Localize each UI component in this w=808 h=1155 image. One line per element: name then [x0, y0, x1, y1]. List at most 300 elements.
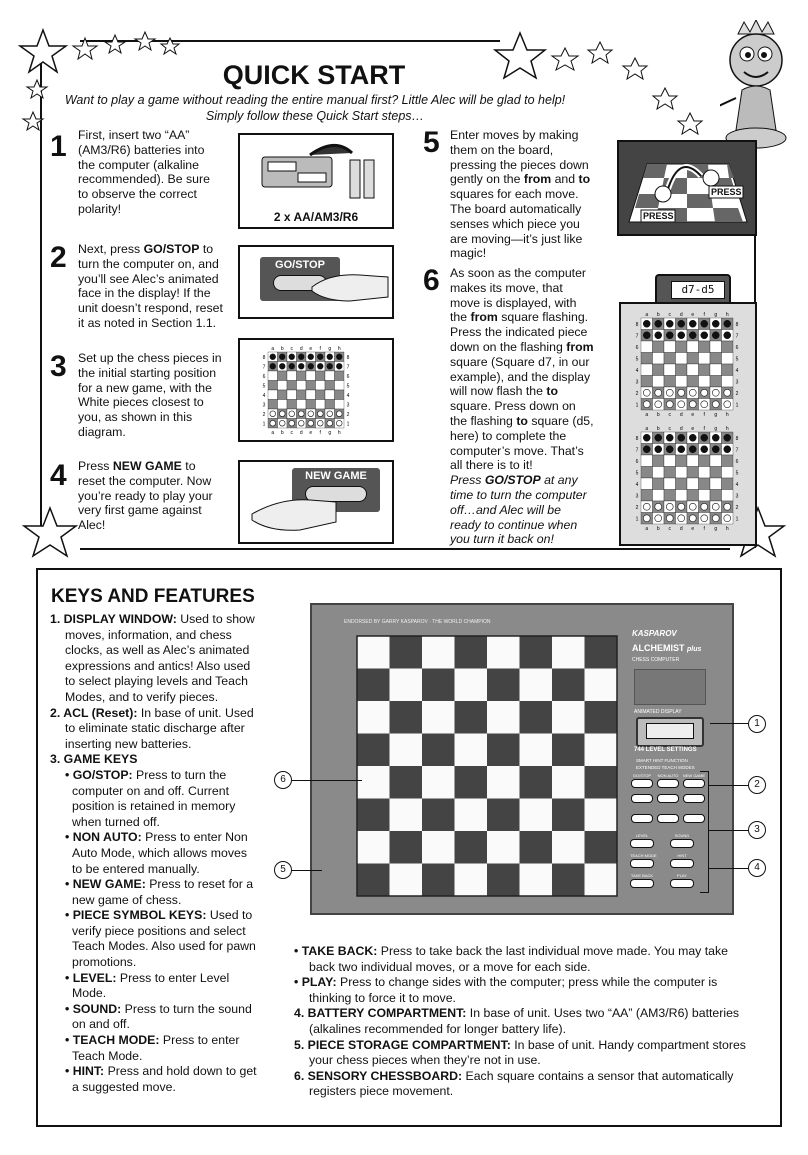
rank-label: 4 — [635, 481, 639, 488]
file-label: a — [645, 412, 649, 418]
keys-left-line: when turned off. — [72, 814, 160, 829]
chess-piece — [308, 420, 314, 426]
board-square — [710, 455, 722, 467]
file-label: d — [679, 526, 683, 532]
chess-piece — [643, 515, 650, 522]
board-square — [664, 467, 676, 479]
chess-piece — [666, 434, 673, 441]
board-square — [687, 353, 699, 365]
board-square — [664, 376, 676, 388]
callout-2: 2 — [748, 776, 766, 794]
chess-piece — [279, 420, 285, 426]
chess-piece — [701, 434, 708, 441]
chess-piece — [689, 515, 696, 522]
board-square — [664, 353, 676, 365]
chess-piece — [689, 434, 696, 441]
device-key-play[interactable]: PLAY — [670, 873, 694, 888]
chess-computer-illustration — [310, 603, 734, 915]
keys-right-line: 6. SENSORY CHESSBOARD: Each square contains a sensor that automatically — [294, 1068, 734, 1083]
rank-label: 7 — [262, 364, 266, 371]
file-label: d — [299, 346, 303, 352]
board-square — [552, 766, 585, 799]
chess-piece — [724, 446, 731, 453]
intro-line-2: Simply follow these Quick Start steps… — [205, 109, 425, 123]
board-square — [653, 490, 665, 502]
keys-left-line: Teach Modes. Also used for pawn — [72, 939, 256, 954]
device-key-sound[interactable]: SOUND — [670, 833, 694, 848]
device-key-hint[interactable]: HINT — [670, 853, 694, 868]
board-square — [710, 376, 722, 388]
chess-piece — [655, 332, 662, 339]
piece-symbol-key[interactable] — [656, 813, 680, 823]
chess-piece — [689, 320, 696, 327]
keys-left-line: • SOUND: Press to turn the sound — [65, 1001, 252, 1016]
chess-piece — [336, 411, 342, 417]
board-square — [552, 799, 585, 832]
board-square — [687, 467, 699, 479]
endorsed-text: ENDORSED BY GARRY KASPAROV · THE WORLD CHAMPION — [344, 619, 491, 625]
board-square — [390, 799, 423, 832]
device-key-go-stop[interactable]: GO/STOP — [630, 773, 654, 788]
rank-label: 3 — [735, 493, 739, 500]
board-square — [520, 734, 553, 767]
lcd-display: d7-d5 — [671, 281, 725, 299]
board-square — [585, 864, 618, 897]
rank-label: 2 — [735, 390, 739, 397]
chess-piece — [689, 389, 696, 396]
rank-label: 7 — [735, 447, 739, 454]
keys-right-line: your chess pieces when they’re not in use. — [309, 1053, 541, 1068]
chess-piece — [289, 354, 295, 360]
board-square — [335, 390, 345, 400]
board-square — [552, 864, 585, 897]
board-square — [390, 701, 423, 734]
board-square — [585, 831, 618, 864]
chess-piece — [689, 401, 696, 408]
board-square — [455, 636, 488, 669]
board-square — [699, 364, 711, 376]
board-square — [676, 376, 688, 388]
keys-left-line: Auto Mode, which allows moves — [72, 845, 247, 860]
board-square — [287, 390, 297, 400]
file-label: f — [319, 430, 321, 436]
callout-4: 4 — [748, 859, 766, 877]
hand-icon — [250, 484, 340, 534]
chess-piece — [712, 401, 719, 408]
press-illustration — [617, 140, 757, 236]
board-square — [316, 400, 326, 410]
press-label-1: PRESS — [643, 211, 674, 221]
keys-left-line: to select playing levels and Teach — [65, 674, 248, 689]
keys-left-line: • PIECE SYMBOL KEYS: Used to — [65, 908, 253, 923]
rank-label: 4 — [346, 392, 350, 399]
board-square — [278, 371, 288, 381]
keys-right-line: • TAKE BACK: Press to take back the last individual move made. You may take — [294, 944, 728, 958]
keys-left-list — [50, 612, 300, 1095]
board-square — [335, 371, 345, 381]
file-label: f — [703, 426, 705, 432]
page-title: QUICK START — [222, 60, 406, 90]
board-square — [422, 799, 455, 832]
file-label: f — [703, 412, 705, 418]
chess-piece — [317, 411, 323, 417]
board-square — [664, 478, 676, 490]
board-square — [664, 455, 676, 467]
board-square — [664, 490, 676, 502]
board-square — [699, 353, 711, 365]
chess-piece — [678, 320, 685, 327]
rank-label: 8 — [635, 321, 639, 328]
board-square — [520, 799, 553, 832]
sensory-chessboard[interactable] — [356, 635, 618, 897]
board-square — [676, 467, 688, 479]
rank-label: 3 — [635, 493, 639, 500]
chess-piece — [689, 446, 696, 453]
piece-symbol-key[interactable] — [630, 793, 654, 803]
board-square — [653, 467, 665, 479]
board-square — [687, 478, 699, 490]
keys-right-list — [294, 944, 764, 1100]
board-square — [699, 455, 711, 467]
file-label: d — [679, 426, 683, 432]
chess-piece — [724, 320, 731, 327]
step-6-number: 6 — [423, 264, 440, 297]
board-square — [278, 390, 288, 400]
chess-piece — [279, 354, 285, 360]
rank-label: 6 — [635, 458, 639, 465]
board-square — [585, 799, 618, 832]
board-square — [687, 490, 699, 502]
chess-piece — [298, 420, 304, 426]
keys-left-line: • HINT: Press and hold down to get — [65, 1064, 257, 1079]
device-key-take-back[interactable]: TAKE BACK — [630, 873, 654, 888]
board-square — [699, 490, 711, 502]
piece-symbol-key[interactable] — [630, 813, 654, 823]
board-square — [585, 701, 618, 734]
board-square — [422, 831, 455, 864]
board-square — [357, 799, 390, 832]
intro-line-1: Want to play a game without reading the entire manual first? Little Alec will be glad to help! — [64, 93, 566, 107]
newgame-text: NEW GAME — [305, 470, 367, 482]
file-label: h — [725, 526, 729, 532]
step-4-number: 4 — [50, 459, 67, 492]
board-square — [641, 341, 653, 353]
board-square — [422, 766, 455, 799]
rank-label: 3 — [635, 379, 639, 386]
board-square — [297, 390, 307, 400]
board-square — [585, 669, 618, 702]
board-square — [487, 669, 520, 702]
keys-left-line: to eliminate static discharge after — [65, 721, 245, 736]
board-square — [422, 734, 455, 767]
board-square — [520, 864, 553, 897]
rank-label: 6 — [346, 373, 350, 380]
file-label: e — [691, 426, 695, 432]
chess-piece — [643, 401, 650, 408]
move-boards-svg — [621, 304, 755, 544]
board-square — [390, 669, 423, 702]
rank-label: 5 — [735, 470, 739, 477]
board-square — [641, 467, 653, 479]
keys-left-line: inserting new batteries. — [65, 736, 192, 751]
chess-piece — [317, 354, 323, 360]
keys-left-line: • TEACH MODE: Press to enter — [65, 1033, 240, 1048]
chess-piece — [279, 363, 285, 369]
rank-label: 8 — [262, 354, 266, 361]
file-label: b — [280, 430, 284, 436]
board-square — [676, 455, 688, 467]
rank-label: 6 — [735, 458, 739, 465]
chess-piece — [655, 389, 662, 396]
keys-left-line: expressions and antics! Also used — [65, 658, 251, 673]
callout-line-2 — [708, 785, 748, 786]
rank-label: 7 — [735, 333, 739, 340]
step-6-italic: Press GO/STOP at any time to turn the computer off…and Alec will be ready to continue when you turn it back on! — [450, 473, 587, 547]
rank-label: 5 — [735, 356, 739, 363]
chess-piece — [336, 363, 342, 369]
board-square — [653, 455, 665, 467]
board-square — [287, 400, 297, 410]
rank-label: 8 — [635, 435, 639, 442]
keys-left-line: new game of chess. — [72, 892, 182, 907]
rank-label: 4 — [735, 367, 739, 374]
animated-display-label: ANIMATED DISPLAY — [634, 709, 682, 715]
speaker-grille — [634, 669, 706, 705]
keys-left-line: • GO/STOP: Press to turn the — [65, 767, 227, 782]
file-label: a — [645, 526, 649, 532]
chess-piece — [712, 434, 719, 441]
rank-label: 2 — [262, 411, 266, 418]
file-label: c — [668, 312, 671, 318]
board-square — [653, 364, 665, 376]
rank-label: 5 — [262, 383, 266, 390]
board-square — [664, 341, 676, 353]
chess-piece — [724, 401, 731, 408]
chess-piece — [666, 515, 673, 522]
board-square — [487, 831, 520, 864]
chess-piece — [643, 503, 650, 510]
file-label: h — [725, 426, 729, 432]
board-square — [687, 376, 699, 388]
file-label: a — [271, 430, 275, 436]
chess-piece — [678, 332, 685, 339]
file-label: c — [668, 526, 671, 532]
chess-piece — [655, 434, 662, 441]
board-square — [306, 390, 316, 400]
keys-left-line: 1. DISPLAY WINDOW: Used to show — [50, 612, 255, 626]
file-label: c — [290, 430, 293, 436]
rank-label: 1 — [735, 402, 739, 409]
chess-piece — [701, 332, 708, 339]
rank-label: 1 — [262, 421, 266, 428]
board-square — [585, 734, 618, 767]
file-label: c — [290, 346, 293, 352]
keys-left-line: 2. ACL (Reset): In base of unit. Used — [50, 705, 254, 720]
board-square — [357, 831, 390, 864]
board-square — [552, 831, 585, 864]
board-square — [268, 400, 278, 410]
board-square — [585, 636, 618, 669]
chess-piece — [666, 320, 673, 327]
step-2-text: Next, press GO/STOP to turn the computer on, and you’ll see Alec’s animated face in the display! If the unit doesn’t respond, reset it as noted in Section 1.1. — [78, 242, 223, 330]
chess-piece — [270, 354, 276, 360]
subtitle-text: CHESS COMPUTER — [632, 657, 680, 663]
battery-icon — [240, 135, 392, 205]
callout-line-1 — [710, 723, 750, 724]
chess-piece — [678, 446, 685, 453]
chess-piece — [327, 411, 333, 417]
file-label: d — [679, 312, 683, 318]
board-square — [455, 864, 488, 897]
chess-piece — [701, 401, 708, 408]
keys-left-line: Modes, and to verify pieces. — [65, 689, 219, 704]
levels-label: 744 LEVEL SETTINGS — [634, 747, 697, 753]
board-square — [722, 353, 734, 365]
board-square — [641, 478, 653, 490]
chess-piece — [655, 515, 662, 522]
chess-piece — [655, 320, 662, 327]
file-label: g — [714, 312, 718, 318]
board-square — [487, 636, 520, 669]
rank-label: 1 — [735, 516, 739, 523]
chess-piece — [308, 411, 314, 417]
keys-left-line: a suggested move. — [72, 1079, 176, 1094]
step-1-number: 1 — [50, 130, 67, 163]
board-square — [325, 400, 335, 410]
chess-piece — [701, 503, 708, 510]
rank-label: 8 — [735, 321, 739, 328]
setup-board-illustration — [238, 338, 394, 442]
chess-piece — [724, 503, 731, 510]
chess-piece — [712, 320, 719, 327]
file-label: b — [280, 346, 284, 352]
keys-left-line: • LEVEL: Press to enter Level — [65, 970, 230, 985]
intro-text — [60, 92, 570, 124]
step-5-text: Enter moves by making them on the board, pressing the pieces down gently on the from and to squares for each move. The board automatically senses which piece you are moving—it’s just like magic! — [450, 128, 591, 261]
keys-right-line: • PLAY: Press to change sides with the computer; press while the computer is — [294, 975, 718, 990]
device-key-new-game[interactable]: NEW GAME — [682, 773, 706, 788]
board-square — [357, 766, 390, 799]
board-square — [390, 734, 423, 767]
piece-symbol-key[interactable] — [656, 793, 680, 803]
gostop-text: GO/STOP — [275, 259, 325, 271]
file-label: f — [703, 312, 705, 318]
rank-label: 2 — [635, 504, 639, 511]
file-label: b — [656, 312, 660, 318]
chess-piece — [643, 320, 650, 327]
board-square — [699, 341, 711, 353]
board-square — [487, 734, 520, 767]
board-square — [687, 364, 699, 376]
file-label: g — [714, 426, 718, 432]
rank-label: 6 — [735, 344, 739, 351]
chess-piece — [712, 332, 719, 339]
board-square — [722, 467, 734, 479]
board-square — [722, 478, 734, 490]
chess-piece — [666, 332, 673, 339]
chess-piece — [655, 503, 662, 510]
board-square — [699, 467, 711, 479]
file-label: b — [656, 426, 660, 432]
board-square — [268, 381, 278, 391]
rank-label: 1 — [635, 516, 639, 523]
board-square — [520, 766, 553, 799]
keys-left-line: promotions. — [72, 955, 137, 970]
callout-line-3 — [708, 830, 748, 831]
step-3-text: Set up the chess pieces in the initial starting position for a new game, with the White pieces closest to you, as shown in this diagram. — [78, 351, 222, 439]
board-square — [641, 490, 653, 502]
board-square — [316, 381, 326, 391]
rank-label: 3 — [346, 402, 350, 409]
file-label: d — [679, 412, 683, 418]
step-5-number: 5 — [423, 126, 440, 159]
board-square — [306, 371, 316, 381]
file-label: e — [309, 346, 313, 352]
chess-piece — [655, 446, 662, 453]
chess-piece — [643, 332, 650, 339]
board-square — [278, 400, 288, 410]
display-lcd — [646, 723, 694, 739]
board-square — [710, 341, 722, 353]
board-square — [710, 364, 722, 376]
chess-piece — [308, 363, 314, 369]
chess-piece — [689, 332, 696, 339]
board-square — [390, 831, 423, 864]
board-square — [455, 799, 488, 832]
board-square — [422, 864, 455, 897]
board-square — [268, 371, 278, 381]
rank-label: 2 — [346, 411, 350, 418]
chess-piece — [298, 363, 304, 369]
board-square — [455, 766, 488, 799]
keys-left-line: • NON AUTO: Press to enter Non — [65, 830, 248, 845]
board-square — [487, 701, 520, 734]
chess-piece — [666, 503, 673, 510]
chess-piece — [678, 503, 685, 510]
rank-label: 7 — [346, 364, 350, 371]
board-square — [676, 490, 688, 502]
board-square — [653, 376, 665, 388]
chess-piece — [724, 515, 731, 522]
feature-1: SMART HINT FUNCTION — [636, 758, 688, 763]
rank-label: 4 — [635, 367, 639, 374]
chess-piece — [666, 446, 673, 453]
file-label: g — [328, 346, 332, 352]
keys-left-line: moves, information, and chess — [65, 627, 232, 642]
chess-piece — [712, 389, 719, 396]
keys-left-line: position is retained in memory — [72, 799, 236, 814]
model-text: ALCHEMIST plus — [632, 643, 702, 653]
display-window — [636, 717, 704, 747]
file-label: g — [714, 412, 718, 418]
chess-piece — [712, 503, 719, 510]
brand-text: KASPAROV — [632, 629, 677, 638]
rank-label: 4 — [735, 481, 739, 488]
board-square — [710, 478, 722, 490]
board-square — [641, 364, 653, 376]
file-label: a — [645, 312, 649, 318]
device-key-non-auto[interactable]: NON AUTO — [656, 773, 680, 788]
device-key-level[interactable]: LEVEL — [630, 833, 654, 848]
keys-left-line: Mode. — [72, 986, 107, 1001]
device-key-teach-mode[interactable]: TEACH MODE — [630, 853, 654, 868]
file-label: e — [691, 412, 695, 418]
file-label: d — [299, 430, 303, 436]
star-bottom-left — [20, 505, 80, 565]
board-square — [335, 400, 345, 410]
press-label-2: PRESS — [711, 187, 742, 197]
board-square — [390, 636, 423, 669]
